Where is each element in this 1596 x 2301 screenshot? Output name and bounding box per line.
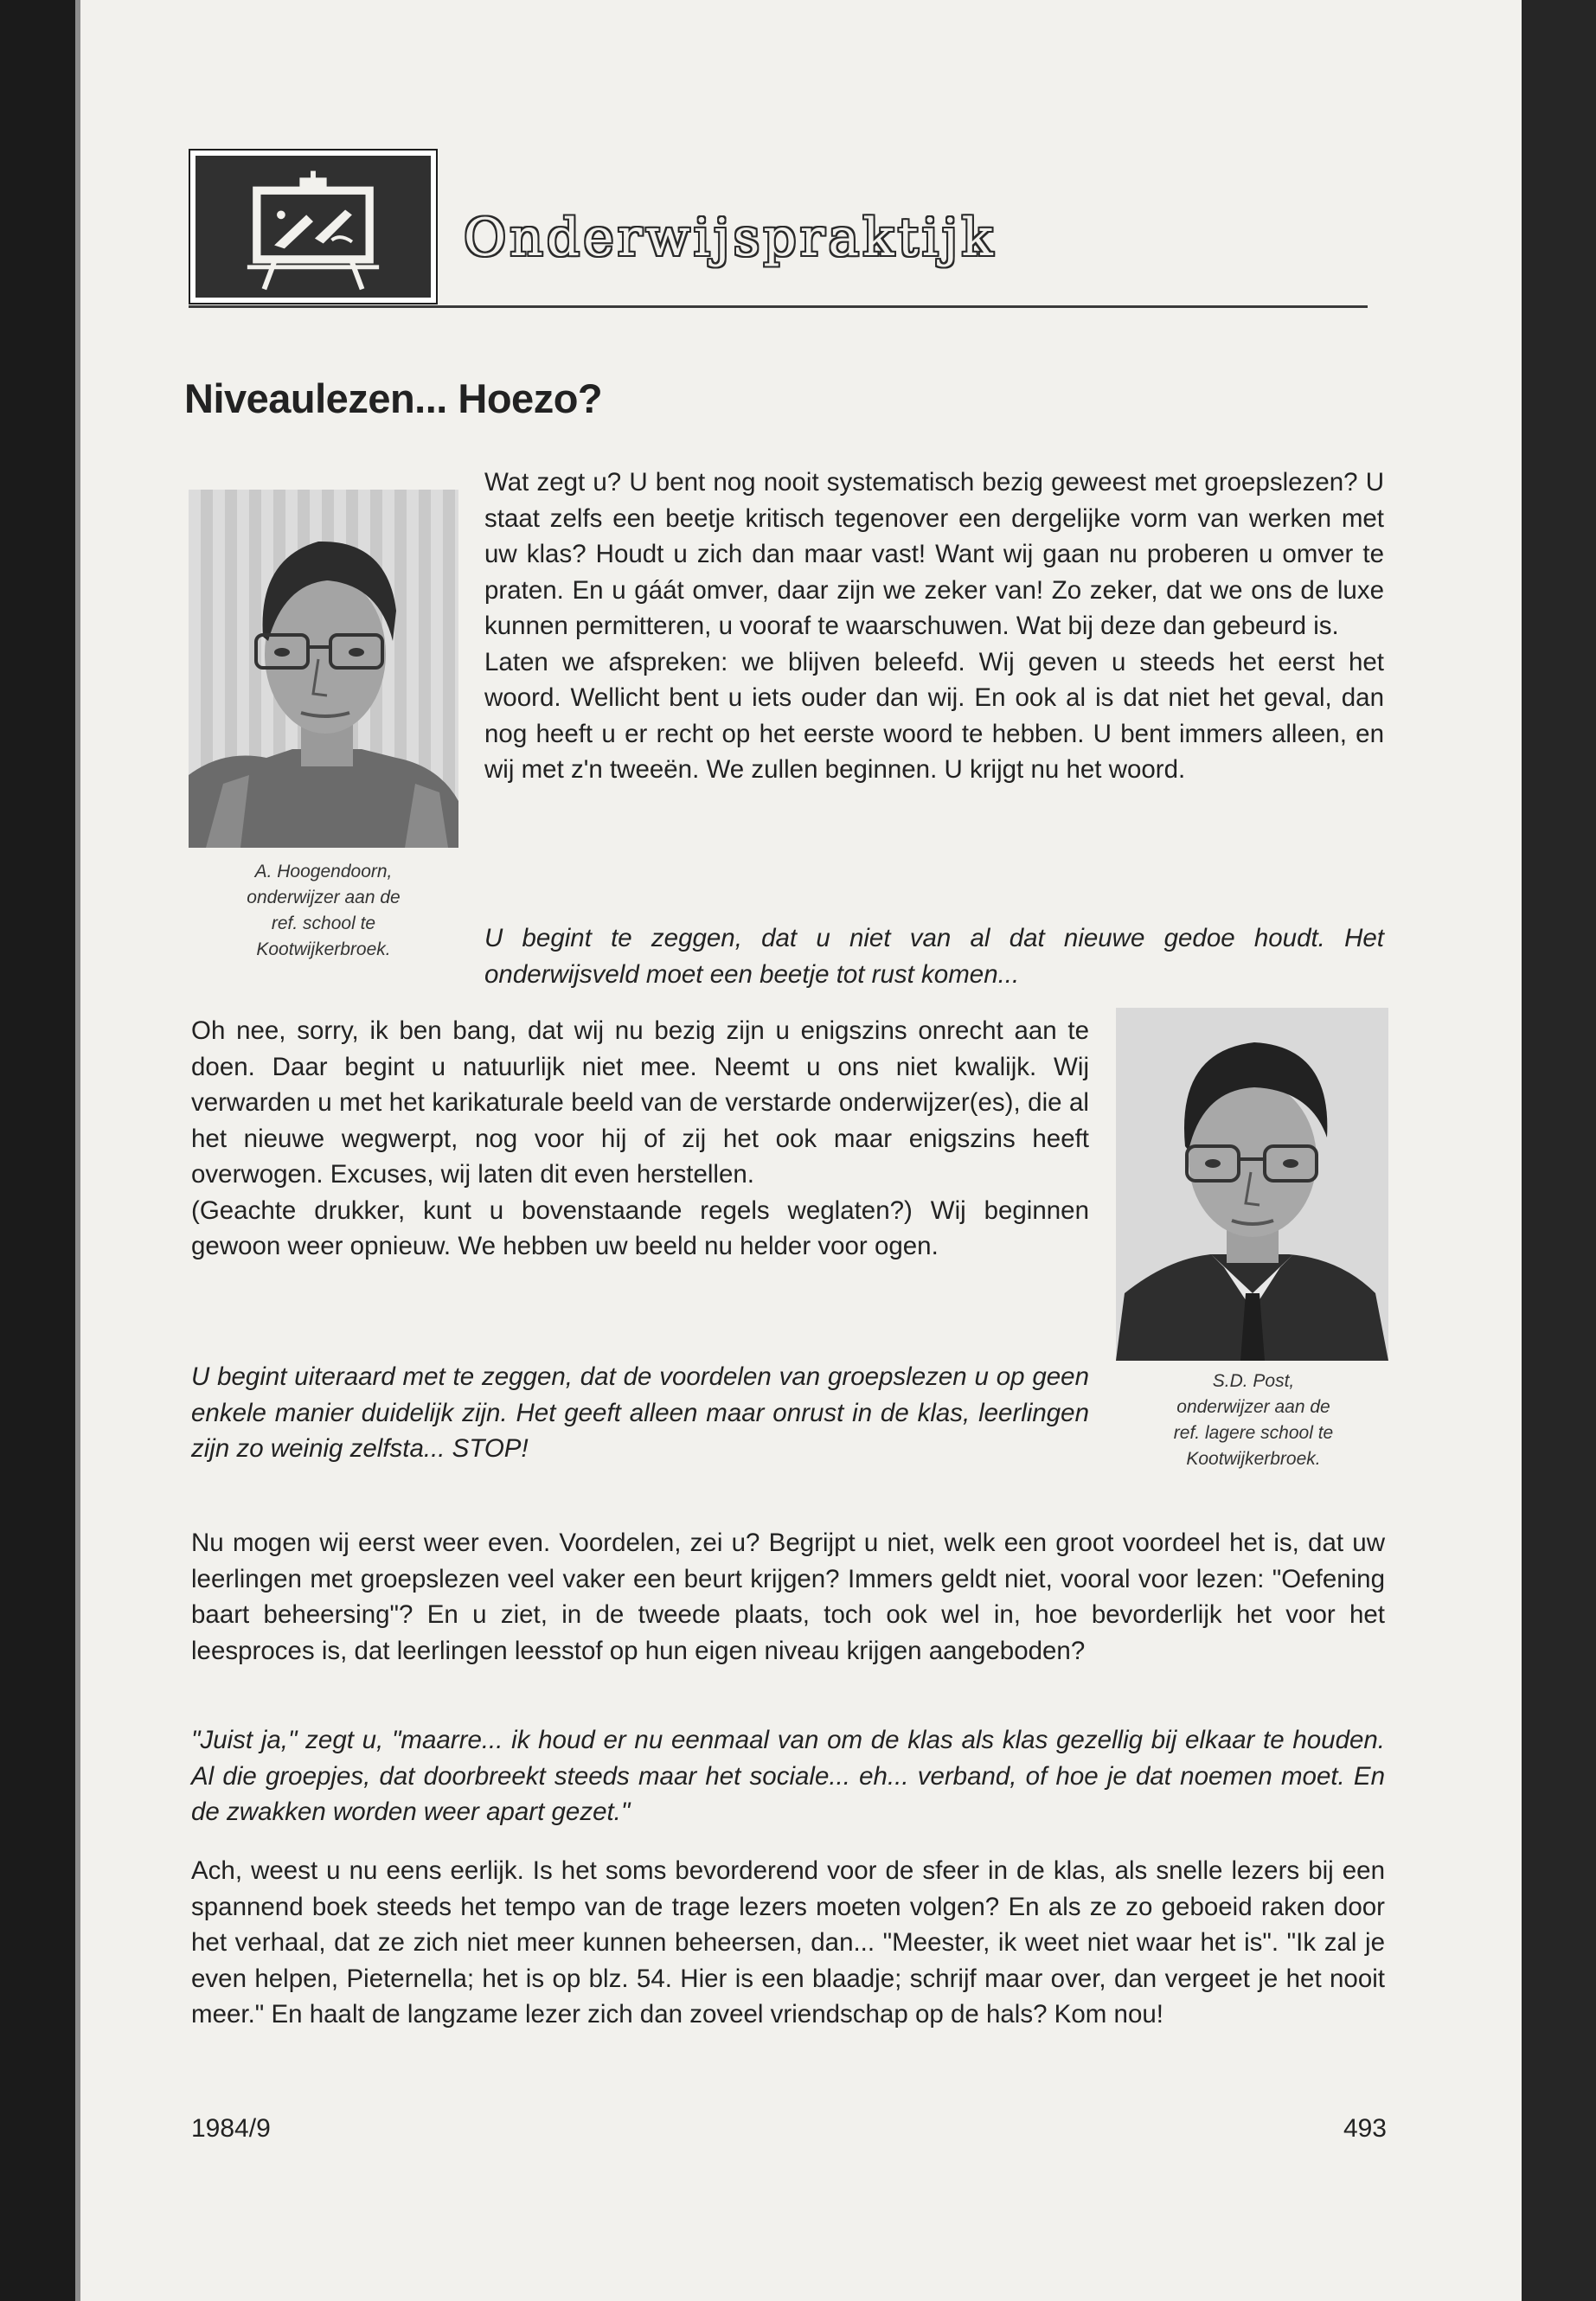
caption-line: Kootwijkerbroek. <box>256 939 391 959</box>
caption-line: ref. school te <box>271 913 376 933</box>
caption-line: onderwijzer aan de <box>247 888 401 907</box>
caption-line: A. Hoogendoorn, <box>254 862 393 881</box>
page-number: 493 <box>1343 2114 1387 2143</box>
paragraph-5: Nu mogen wij eerst weer even. Voordelen, zei u? Begrijpt u niet, welk een groot voordeel het is, dat uw leerlingen met groepslezen veel vaker een beurt krijgen? Immers geldt niet, vooral voor lezen: "Oefening baart beheersing"? En u ziet, in de tweede plaats, toch ook wel in, hoe bevorderlijk het voor het leesproces is, dat leerlingen leesstof op hun eigen niveau krijgen aangeboden? <box>191 1529 1385 1665</box>
quote-1: U begint te zeggen, dat u niet van al dat nieuwe gedoe houdt. Het onderwijsveld moet een beetje tot rust komen... <box>484 924 1384 989</box>
paragraph-6: Ach, weest u nu eens eerlijk. Is het soms bevorderend voor de sfeer in de klas, als snelle lezers bij een spannend boek steeds het tempo van de trage lezers moeten volgen? En als ze zo geboeid raken door het verhaal, dat ze zich niet meer kunnen beheersen, dan... "Meester, ik weet niet waar het is". "Ik zal je even helpen, Pieternella; het is op blz. 54. Hier is een blaadje; schrijf maar over, dan vergeet je het nooit meer." En haalt de langzame lezer zich dan zoveel vriendschap op de hals? Kom nou! <box>191 1856 1385 2029</box>
caption-line: onderwijzer aan de <box>1176 1397 1330 1417</box>
quote-3: "Juist ja," zegt u, "maarre... ik houd er nu eenmaal van om de klas als klas gezellig bij elkaar te houden. Al die groepjes, dat doorbreekt steeds maar het sociale... eh... verband, of hoe je dat noemen moet. En de zwakken worden weer apart gezet." <box>191 1726 1385 1826</box>
author-photo-hoogendoorn <box>189 490 458 848</box>
author-caption-hoogendoorn <box>182 859 465 963</box>
quote-2: U begint uiteraard met te zeggen, dat de voordelen van groepslezen u op geen enkele manier duidelijk zijn. Het geeft alleen maar onrust in de klas, leerlingen zijn zo weinig zelfsta... STOP! <box>191 1362 1089 1463</box>
caption-line: Kootwijkerbroek. <box>1186 1449 1321 1469</box>
paragraph-4: (Geachte drukker, kunt u bovenstaande regels weglaten?) Wij beginnen gewoon weer opnieuw. We hebben uw beeld nu helder voor ogen. <box>191 1195 1089 1260</box>
scan-border <box>1522 0 1596 2301</box>
article-title: Niveaulezen... Hoezo? <box>184 375 603 421</box>
intro-paragraph-1: Wat zegt u? U bent nog nooit systematisch bezig geweest met groepslezen? U staat zelfs een beetje kritisch tegenover een dergelijke vorm van werken met uw klas? Houdt u zich dan maar vast! Want wij gaan nu proberen u omver te praten. En u gáát omver, daar zijn we zeker van! Zo zeker, dat we ons de luxe kunnen permitteren, u vooraf te waarschuwen. Wat bij deze dan gebeurd is. <box>484 468 1384 640</box>
chalkboard-easel-icon <box>195 156 431 298</box>
page-edge-shadow <box>75 0 80 2301</box>
paragraph-3: Oh nee, sorry, ik ben bang, dat wij nu bezig zijn u enigszins onrecht aan te doen. Daar begint u natuurlijk niet mee. Neemt u ons niet kwalijk. Wij verwarden u met het karikaturale beeld van de verstarde onderwijzer(es), die al het nieuwe wegwerpt, nog voor hij of zij het ook maar enigszins heeft overwogen. Excuses, wij laten dit even herstellen. <box>191 1016 1089 1189</box>
caption-line: ref. lagere school te <box>1173 1423 1334 1443</box>
header-rule <box>189 305 1368 308</box>
intro-paragraph-2: Laten we afspreken: we blijven beleefd. Wij geven u steeds het eerst het woord. Wellicht bent u iets ouder dan wij. En ook al is dat niet het geval, dan nog heeft u er recht op het eerste woord te hebben. U bent immers alleen, en wij met z'n tweeën. We zullen beginnen. U krijgt nu het woord. <box>484 647 1384 784</box>
intro-block <box>484 465 1384 788</box>
author-photo-post <box>1116 1008 1388 1361</box>
caption-line: S.D. Post, <box>1212 1371 1295 1391</box>
section-logo <box>189 149 438 304</box>
middle-block <box>191 1013 1089 1265</box>
issue-number: 1984/9 <box>191 2114 271 2143</box>
author-caption-post <box>1112 1368 1395 1472</box>
section-title: Onderwijspraktijk <box>464 208 997 268</box>
